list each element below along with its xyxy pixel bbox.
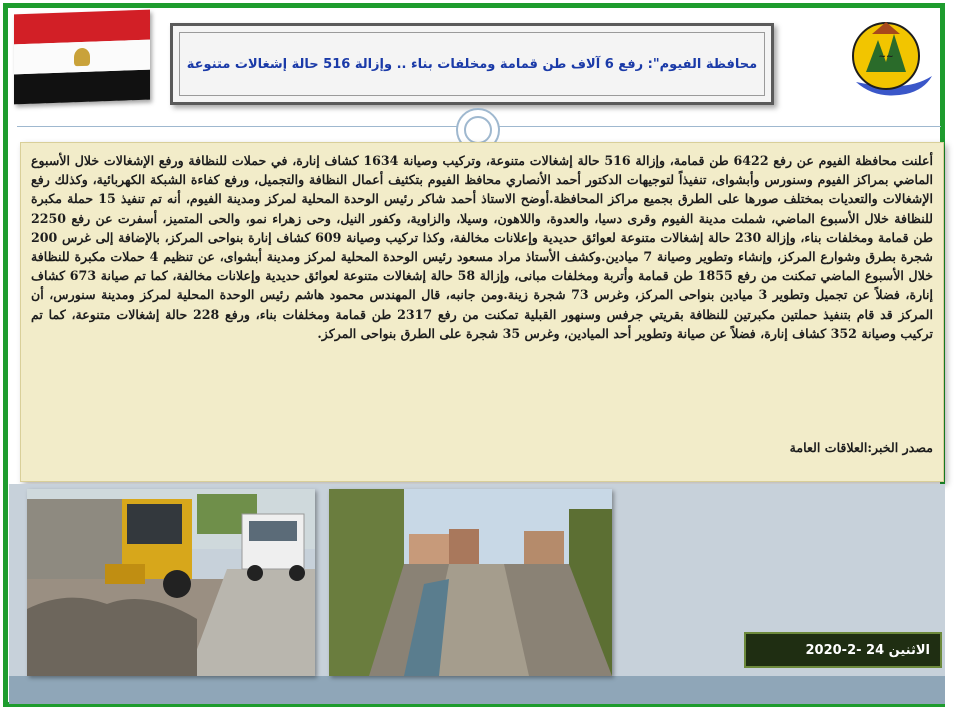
article-card — [20, 142, 944, 482]
headline-box — [170, 23, 774, 105]
building — [449, 529, 479, 564]
canal-cleanup-photo — [329, 489, 612, 676]
flag-black-stripe — [14, 70, 150, 105]
divider-ornament-inner — [464, 116, 492, 144]
flag-white-stripe — [14, 40, 150, 75]
rubble-pile — [27, 598, 197, 676]
article-body: أعلنت محافظة الفيوم عن رفع 6422 طن قمامة، وإزالة 516 حالة إشغالات متنوعة، وتركيب وصيانة 1634 كشاف إنارة، في حملات للنظافة ورفع الإشغالات خلال الأسبوع الماضي بمراكز الفيوم وسنورس وأبشواى، تنفيذاً لتوجيهات الدكتور أحمد الأنصاري محافظ الفيوم بتكثيف أعمال النظافة والتجميل، ورفع كفاءة الشبكة الكهربائية، وكذلك رفع الإشغالات والتعديات بمختلف صورها على الطرق بجميع مراكز المحافظة.أوضح الاستاذ أحمد شاكر رئيس الوحدة المحلية لمركز ومدينة الفيوم، أنه تم تنفيذ 15 حملة مكبرة للنظافة خلال الأسبوع الماضي، شملت مدينة الفيوم وقرى دسيا، والعدوة، واللاهون، وسيلا، والزاوية، وكفور النيل، وحى زهراء نمو، والحى المتميز، أسفرت عن رفع 2250 طن قمامة ومخلفات بناء، وإزالة 230 حالة إشغالات متنوعة لعوائق حديدية وإعلانات مخالفة، وكذا تركيب وصيانة 609 كشاف إنارة بنواحى المركز، بالإضافة إلى غرس 200 شجرة بطرق وشوارع المركز، وإنشاء وتطوير وصيانة 7 ميادين.وكشف الأستاذ مراد مسعود رئيس الوحدة المحلية لمركز ومدينة أبشواى، عن تنظيم 4 حملات مكبرة للنظافة خلال الأسبوع الماضي تمكنت من رفع 1855 طن قمامة وأتربة ومخلفات مبانى، وإزالة 58 حالة إشغالات متنوعة لعوائق حديدية وإعلانات مخالفة، كما تم صيانة 673 كشاف إنارة، فضلاً عن تجميل وتطوير 3 ميادين بنواحى المركز، وغرس 73 شجرة زينة.ومن جانبه، قال المهندس محمود هاشم رئيس الوحدة المحلية لمركز ومدينة سنورس، أن المركز قد قام بتنفيذ حملتين مكبرتين للنظافة بقريتي جرفس وسنهور القبلية تمكنت من رفع 2317 طن قمامة ومخلفات بناء، ورفع 228 حالة إشغالات متنوعة، كما تم تركيب وصيانة 352 كشاف إنارة، فضلاً عن صيانة وتطوير أحد الميادين، وغرس 35 شجرة على الطرق بنواحى المركز. — [31, 153, 934, 341]
bulldozer-bucket — [105, 564, 145, 584]
truck-wheel — [289, 565, 305, 581]
bulldozer-cab — [127, 504, 182, 544]
article-source: مصدر الخبر:العلاقات العامة — [789, 440, 933, 455]
building — [409, 534, 449, 564]
truck-wheel — [247, 565, 263, 581]
flag-red-stripe — [14, 10, 150, 45]
date-text: الاثنين 24 -2-2020 — [805, 642, 930, 658]
logo-mark: ~~ — [878, 52, 894, 62]
bottom-strip — [9, 676, 945, 704]
bulldozer-truck-photo — [27, 489, 315, 676]
headline-text: محافظة الفيوم": رفع 6 آلاف طن قمامة ومخلفات بناء .. وإزالة 516 حالة إشغالات متنوعة — [186, 56, 758, 72]
fayoum-governorate-logo — [836, 12, 936, 104]
truck-window — [249, 521, 297, 541]
egypt-flag — [14, 10, 150, 105]
date-badge — [744, 632, 942, 668]
building — [524, 531, 564, 564]
bulldozer-wheel — [163, 570, 191, 598]
headline-inner — [179, 32, 765, 96]
eagle-icon — [74, 48, 90, 67]
